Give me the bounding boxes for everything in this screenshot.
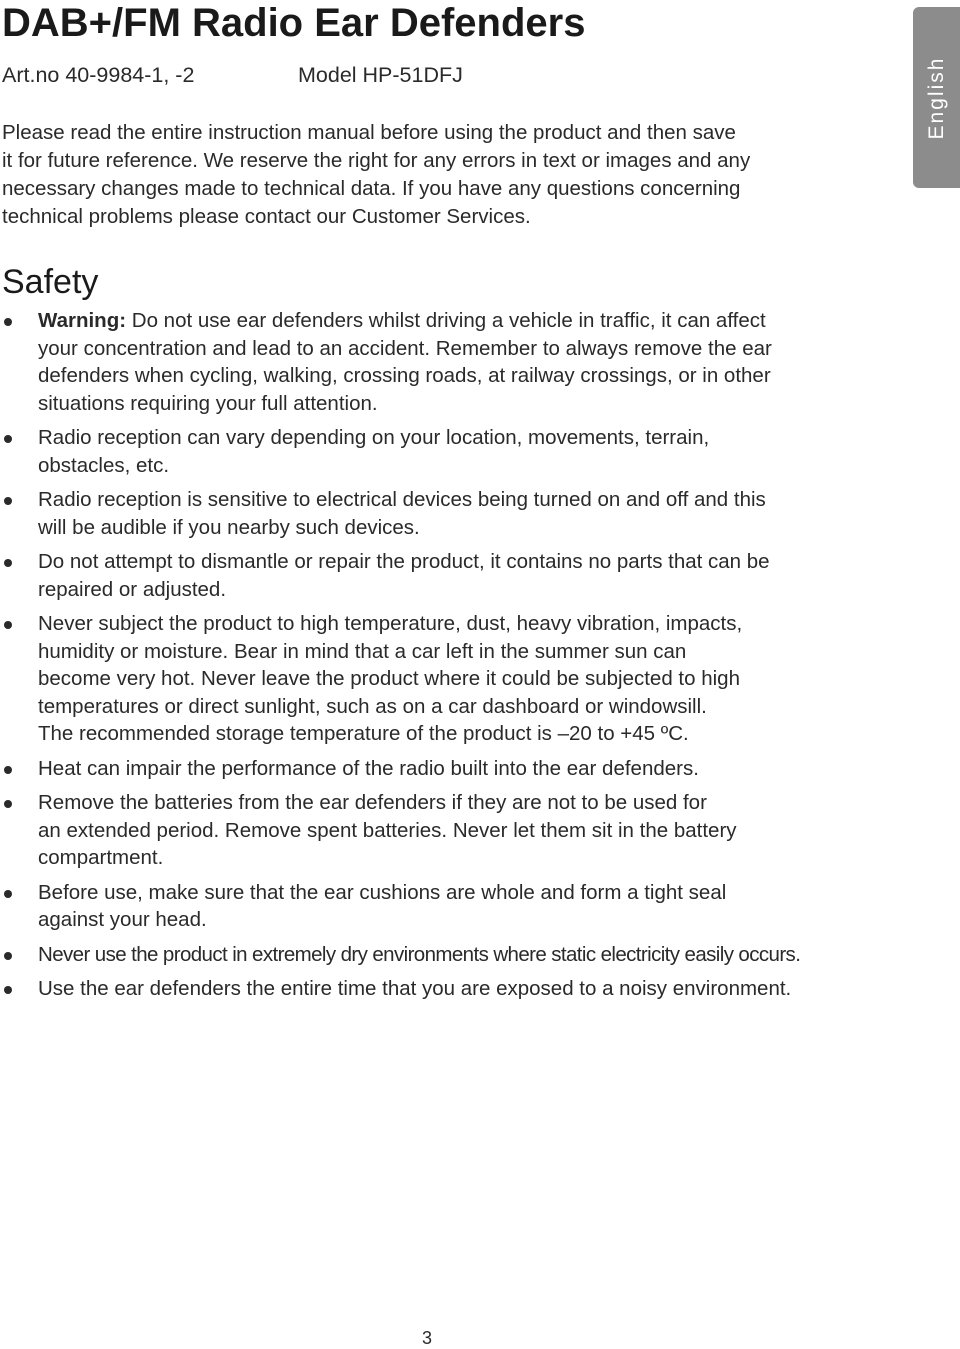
safety-heading: Safety [2, 263, 99, 301]
safety-item-line: humidity or moisture. Bear in mind that a car left in the summer sun can [38, 639, 687, 663]
intro-line: necessary changes made to technical data. If you have any questions concerning [2, 177, 741, 200]
safety-item [0, 486, 900, 541]
safety-item-line: Never use the product in extremely dry environments where static electricity easily occurs. [38, 942, 801, 966]
safety-item-line: Heat can impair the performance of the radio built into the ear defenders. [38, 756, 699, 780]
safety-item-line: Never subject the product to high temperature, dust, heavy vibration, impacts, [38, 612, 743, 635]
safety-item-line: Do not attempt to dismantle or repair the product, it contains no parts that can be [38, 550, 770, 573]
bullet-icon [4, 497, 12, 505]
safety-list [0, 307, 900, 1003]
bullet-icon [4, 435, 12, 443]
safety-item-line: Use the ear defenders the entire time that you are exposed to a noisy environment. [38, 977, 792, 1000]
safety-item-text: Do not use ear defenders whilst driving a vehicle in traffic, it can affect [131, 309, 766, 332]
safety-item [0, 879, 900, 934]
article-info [2, 61, 463, 89]
bullet-icon [4, 890, 12, 898]
bullet-icon [4, 559, 12, 567]
intro-paragraph [2, 119, 882, 231]
language-tab [913, 7, 960, 188]
safety-item-line: The recommended storage temperature of the product is –20 to +45 ºC. [38, 722, 689, 745]
safety-item [0, 610, 900, 748]
bullet-icon [4, 986, 12, 994]
safety-item-line: Remove the batteries from the ear defenders if they are not to be used for [38, 791, 707, 814]
safety-item-line: repaired or adjusted. [38, 577, 227, 601]
safety-item-line: situations requiring your full attention. [38, 391, 378, 415]
warning-label: Warning: [38, 309, 127, 332]
intro-line: it for future reference. We reserve the right for any errors in text or images and any [2, 149, 751, 172]
safety-item [0, 755, 900, 783]
safety-item-line: Radio reception can vary depending on your location, movements, terrain, [38, 426, 710, 449]
language-tab-label: English [924, 56, 948, 139]
safety-item-line: your concentration and lead to an accident. Remember to always remove the ear [38, 336, 772, 360]
safety-item-line [38, 307, 900, 335]
page-title: DAB+/FM Radio Ear Defenders [2, 1, 586, 45]
safety-item [0, 789, 900, 872]
bullet-icon [4, 318, 12, 326]
safety-item [0, 307, 900, 417]
page-number: 3 [421, 1328, 432, 1348]
safety-item [0, 424, 900, 479]
safety-item-line: against your head. [38, 908, 207, 931]
article-number: Art.no 40-9984-1, -2 [2, 63, 195, 87]
safety-item-line: defenders when cycling, walking, crossing roads, at railway crossings, or in other [38, 364, 771, 387]
safety-item-line: will be audible if you nearby such devices. [38, 515, 420, 539]
safety-item-line: temperatures or direct sunlight, such as on a car dashboard or windowsill. [38, 694, 707, 718]
safety-item-line: compartment. [38, 846, 164, 869]
safety-item-line: Radio reception is sensitive to electrical devices being turned on and off and this [38, 488, 766, 511]
safety-item [0, 975, 900, 1003]
intro-line: Please read the entire instruction manual before using the product and then save [2, 121, 736, 144]
safety-item-line: Before use, make sure that the ear cushions are whole and form a tight seal [38, 880, 727, 904]
bullet-icon [4, 766, 12, 774]
safety-item [0, 548, 900, 603]
safety-item-line: obstacles, etc. [38, 453, 170, 477]
safety-item-line: an extended period. Remove spent batteries. Never let them sit in the battery [38, 818, 737, 842]
safety-item [0, 941, 900, 969]
bullet-icon [4, 952, 12, 960]
intro-line: technical problems please contact our Customer Services. [2, 205, 531, 228]
safety-item-line: become very hot. Never leave the product where it could be subjected to high [38, 667, 740, 690]
model-number: Model HP-51DFJ [298, 63, 463, 87]
bullet-icon [4, 800, 12, 808]
bullet-icon [4, 621, 12, 629]
